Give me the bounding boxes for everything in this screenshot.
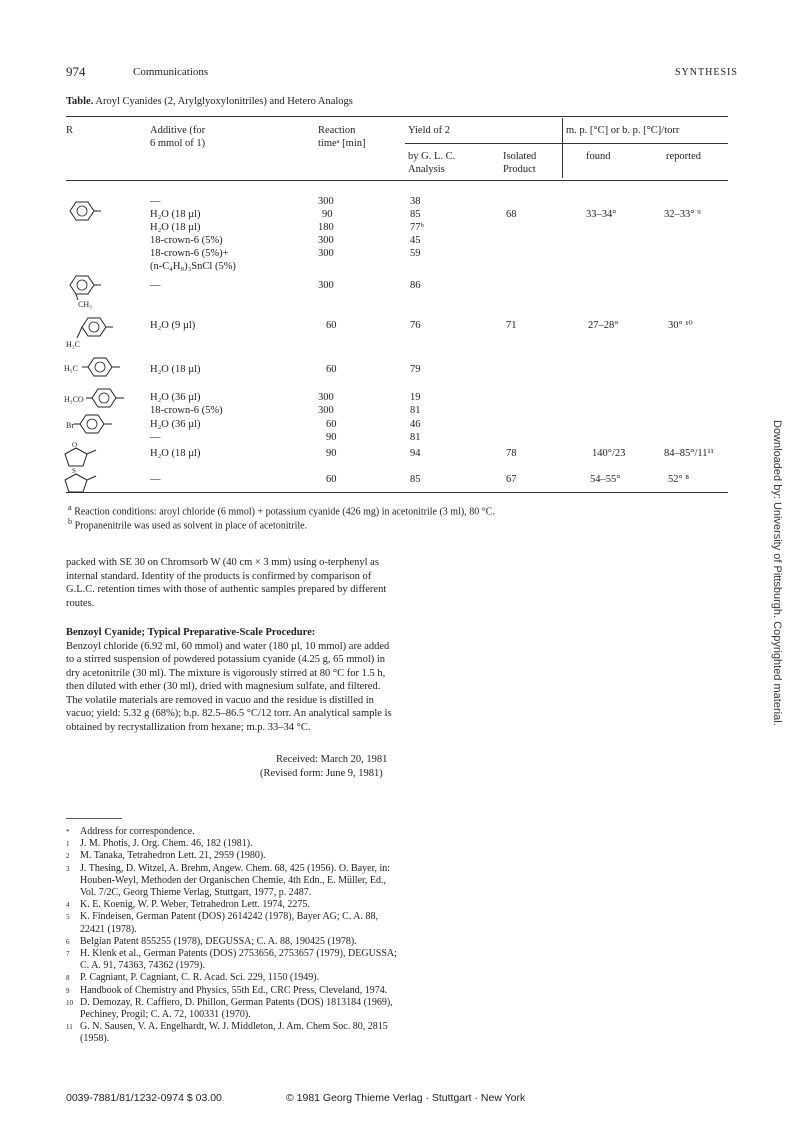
additive-cell: 18-crown-6 (5%): [150, 235, 223, 246]
additive-cell: —: [150, 196, 161, 207]
reference-item: [66, 948, 401, 972]
header-isolated-2: Product: [503, 164, 536, 175]
h3c-para-label: H₃C: [64, 364, 78, 373]
glc-cell: 46: [410, 419, 421, 430]
ref-text: K. Findeisen, German Patent (DOS) 2614242 (1978), Bayer AG; C. A. 88, 22421 (1978).: [80, 911, 379, 935]
download-notice: Downloaded by: University of Pittsburgh. Copyrighted material.: [771, 420, 783, 726]
ref-number: 6: [66, 937, 70, 946]
ref-number: 10: [66, 998, 73, 1007]
time-cell: 60: [326, 364, 337, 375]
glc-cell: 76: [410, 320, 421, 331]
glc-cell: 77ᵇ: [410, 222, 424, 233]
time-cell: 300: [318, 405, 334, 416]
received-date: Received: March 20, 1981: [276, 754, 388, 765]
p-bromophenyl-structure-icon: [74, 411, 118, 439]
glc-cell: 85: [410, 474, 421, 485]
ref-text: M. Tanaka, Tetrahedron Lett. 21, 2959 (1980).: [80, 850, 266, 862]
reference-item: [66, 863, 401, 900]
time-cell: 90: [326, 432, 337, 443]
isolated-cell: 71: [506, 320, 517, 331]
reference-item: [66, 997, 401, 1021]
table-label: Table.: [66, 96, 94, 107]
glc-cell: 81: [410, 432, 421, 443]
time-cell: 60: [326, 474, 337, 485]
reported-cell: 84–85°/11¹¹: [664, 448, 714, 459]
header-time-2: timeᵃ [min]: [318, 138, 366, 149]
time-cell: 60: [326, 419, 337, 430]
reference-item: [66, 972, 401, 984]
reference-item: [66, 838, 401, 850]
footnote-mark: a: [68, 503, 72, 512]
found-cell: 54–55°: [590, 474, 621, 485]
ref-text: P. Cagniant, P. Cagniant, C. R. Acad. Sci. 229, 1150 (1949).: [80, 972, 320, 984]
ref-number: 1: [66, 840, 70, 849]
found-cell: 140°/23: [592, 448, 626, 459]
time-cell: 180: [318, 222, 334, 233]
br-label: Br: [66, 421, 74, 430]
table-header-rule: [66, 180, 728, 181]
ref-text: J. M. Photis, J. Org. Chem. 46, 182 (1981).: [80, 838, 253, 850]
body-paragraph: [66, 556, 396, 610]
page-number: 974: [66, 64, 86, 79]
isolated-cell: 68: [506, 209, 517, 220]
ref-number: 3: [66, 864, 70, 873]
reference-item: [66, 911, 401, 935]
found-cell: 33–34°: [586, 209, 617, 220]
h3co-label: H₃CO: [64, 395, 84, 404]
thienyl-structure-icon: [62, 466, 106, 496]
ch3-label: CH₃: [78, 300, 92, 309]
time-cell: 300: [318, 248, 334, 259]
additive-cell: H₂O (18 µl): [150, 448, 201, 459]
procedure-text: Benzoyl chloride (6.92 ml, 60 mmol) and water (180 µl, 10 mmol) are added to a stirred suspension of powdered potassium cyanide (4.25 g, 65 mmol) in dry acetonitrile (30 ml). The mixture is vigorously stirred at 80 °C for 1.5 h, then diluted with ether (30 ml), dried with magnesium sulfate, and filtered. The volatile materials are removed in vacuo and the residue is distilled in vacuo; yield: 5.32 g (68%); b.p. 82.5–86.5 °C/12 torr. An analytical sample is obtained by recrystallization from hexane; m.p. 33–34 °C.: [66, 640, 392, 733]
found-cell: 27–28°: [588, 320, 619, 331]
table-caption-text: Aroyl Cyanides (2, Arylglyoxylonitriles) and Hetero Analogs: [95, 96, 353, 107]
header-yield: Yield of 2: [408, 125, 450, 136]
ref-text: D. Demozay, R. Caffiero, D. Phillon, German Patents (DOS) 1813184 (1969), Pechiney, Progil; C. A. 72, 100331 (1970).: [80, 996, 393, 1021]
table-caption: [66, 96, 353, 107]
time-cell: 300: [318, 196, 334, 207]
p-anisyl-structure-icon: [86, 385, 130, 413]
reference-item: [66, 850, 401, 862]
procedure-title: Benzoyl Cyanide; Typical Preparative-Scale Procedure:: [66, 627, 316, 638]
additive-cell: —: [150, 280, 161, 291]
header-r: R: [66, 125, 74, 136]
additive-cell: (n-C₄H₉)₃SnCl (5%): [150, 261, 236, 272]
header-additive-1: Additive (for: [150, 125, 206, 136]
table-bottom-rule: [66, 492, 728, 493]
header-mp: m. p. [°C] or b. p. [°C]/torr: [566, 125, 680, 136]
o-label: O: [72, 441, 78, 449]
glc-cell: 19: [410, 392, 421, 403]
glc-cell: 45: [410, 235, 421, 246]
ref-number: 4: [66, 901, 70, 910]
body-text: packed with SE 30 on Chromsorb W (40 cm × 3 mm) using o-terphenyl as internal standard. Identity of the products is confirmed by comparison of G.L.C. retention times with those of authentic samples prepared by different routes.: [66, 557, 387, 609]
ref-number: 2: [66, 852, 70, 861]
footnote-text: Reaction conditions: aroyl chloride (6 mmol) + potassium cyanide (426 mg) in acetonitrile (3 ml), 80 °C.: [74, 506, 495, 518]
reference-item: [66, 1021, 401, 1045]
glc-cell: 94: [410, 448, 421, 459]
ref-number: 7: [66, 950, 70, 959]
isolated-cell: 78: [506, 448, 517, 459]
reported-cell: 30° ¹⁰: [668, 320, 693, 331]
reference-item: [66, 826, 401, 838]
additive-cell: —: [150, 474, 161, 485]
additive-cell: 18-crown-6 (5%)+: [150, 248, 229, 259]
reported-cell: 52° ⁸: [668, 474, 689, 485]
s-label: S: [72, 467, 76, 475]
header-isolated-1: Isolated: [503, 151, 537, 162]
additive-cell: H₂O (18 µl): [150, 209, 201, 220]
header-glc-1: by G. L. C.: [408, 151, 456, 162]
time-cell: 90: [322, 209, 333, 220]
table-mid-rule: [405, 143, 728, 144]
glc-cell: 79: [410, 364, 421, 375]
section-title: Communications: [133, 66, 209, 78]
additive-cell: H₂O (36 µl): [150, 392, 201, 403]
ref-text: G. N. Sausen, V. A. Engelhardt, W. J. Middleton, J. Am. Chem Soc. 80, 2815 (1958).: [80, 1021, 388, 1045]
ref-text: H. Klenk et al., German Patents (DOS) 2753656, 2753657 (1979), DEGUSSA; C. A. 91, 74363, 74362 (1979).: [80, 948, 397, 972]
copyright: © 1981 Georg Thieme Verlag · Stuttgart · New York: [286, 1092, 526, 1104]
references-divider: [66, 818, 122, 819]
ref-text: Address for correspondence.: [80, 826, 195, 837]
header-additive-2: 6 mmol of 1): [150, 138, 206, 149]
glc-cell: 86: [410, 280, 421, 291]
time-cell: 300: [318, 392, 334, 403]
ref-number: 11: [66, 1023, 73, 1032]
m-tolyl-structure-icon: [74, 314, 114, 348]
reference-item: [66, 899, 401, 911]
ref-number: 8: [66, 974, 70, 983]
reported-cell: 32–33° ⁹: [664, 209, 701, 220]
h3c-meta-label: H₃C: [66, 340, 80, 349]
p-tolyl-structure-icon: [82, 354, 126, 382]
ref-number: *: [66, 828, 70, 836]
table-top-rule: [66, 116, 728, 117]
time-cell: 300: [318, 235, 334, 246]
ref-text: Handbook of Chemistry and Physics, 55th Ed., CRC Press, Cleveland, 1974.: [80, 984, 388, 996]
ref-text: K. E. Koenig, W. P. Weber, Tetrahedron Lett. 1974, 2275.: [80, 899, 310, 911]
glc-cell: 59: [410, 248, 421, 259]
header-glc-2: Analysis: [408, 164, 445, 175]
header-found: found: [586, 151, 611, 162]
additive-cell: H₂O (36 µl): [150, 419, 201, 430]
isolated-cell: 67: [506, 474, 517, 485]
glc-cell: 81: [410, 405, 421, 416]
header-time-1: Reaction: [318, 125, 356, 136]
references-list: [66, 826, 401, 1046]
time-cell: 90: [326, 448, 337, 459]
phenyl-structure-icon: [62, 198, 102, 228]
article-code: 0039-7881/81/1232-0974 $ 03.00: [66, 1092, 222, 1104]
time-cell: 60: [326, 320, 337, 331]
additive-cell: H₂O (18 µl): [150, 364, 201, 375]
ref-number: 5: [66, 913, 70, 922]
table-footnote: [68, 516, 307, 532]
glc-cell: 85: [410, 209, 421, 220]
journal-name: SYNTHESIS: [675, 67, 738, 78]
footnote-text: Propanenitrile was used as solvent in place of acetonitrile.: [74, 520, 308, 532]
ref-number: 9: [66, 986, 70, 995]
additive-cell: 18-crown-6 (5%): [150, 405, 223, 416]
header-reported: reported: [666, 151, 701, 162]
additive-cell: H₂O (9 µl): [150, 320, 196, 331]
reference-item: [66, 985, 401, 997]
procedure-section: [66, 626, 396, 734]
reference-item: [66, 936, 401, 948]
additive-cell: H₂O (18 µl): [150, 222, 201, 233]
footnote-mark: b: [68, 517, 73, 526]
additive-cell: —: [150, 432, 161, 443]
ref-text: Belgian Patent 855255 (1978), DEGUSSA; C. A. 88, 190425 (1978).: [80, 935, 357, 947]
revised-date: (Revised form: June 9, 1981): [260, 768, 383, 779]
table-vrule: [562, 118, 563, 178]
glc-cell: 38: [410, 196, 421, 207]
ref-text: J. Thesing, D. Witzel, A. Brehm, Angew. Chem. 68, 425 (1956). O. Bayer, in: Houben-Weyl, Methoden der Organischen Chemie, 4th Edn., E. Müller, Ed., Vol. 7/2C, Georg Thieme Verlag, Stuttgart, 1977, p. 2487.: [80, 862, 391, 899]
time-cell: 300: [318, 280, 334, 291]
